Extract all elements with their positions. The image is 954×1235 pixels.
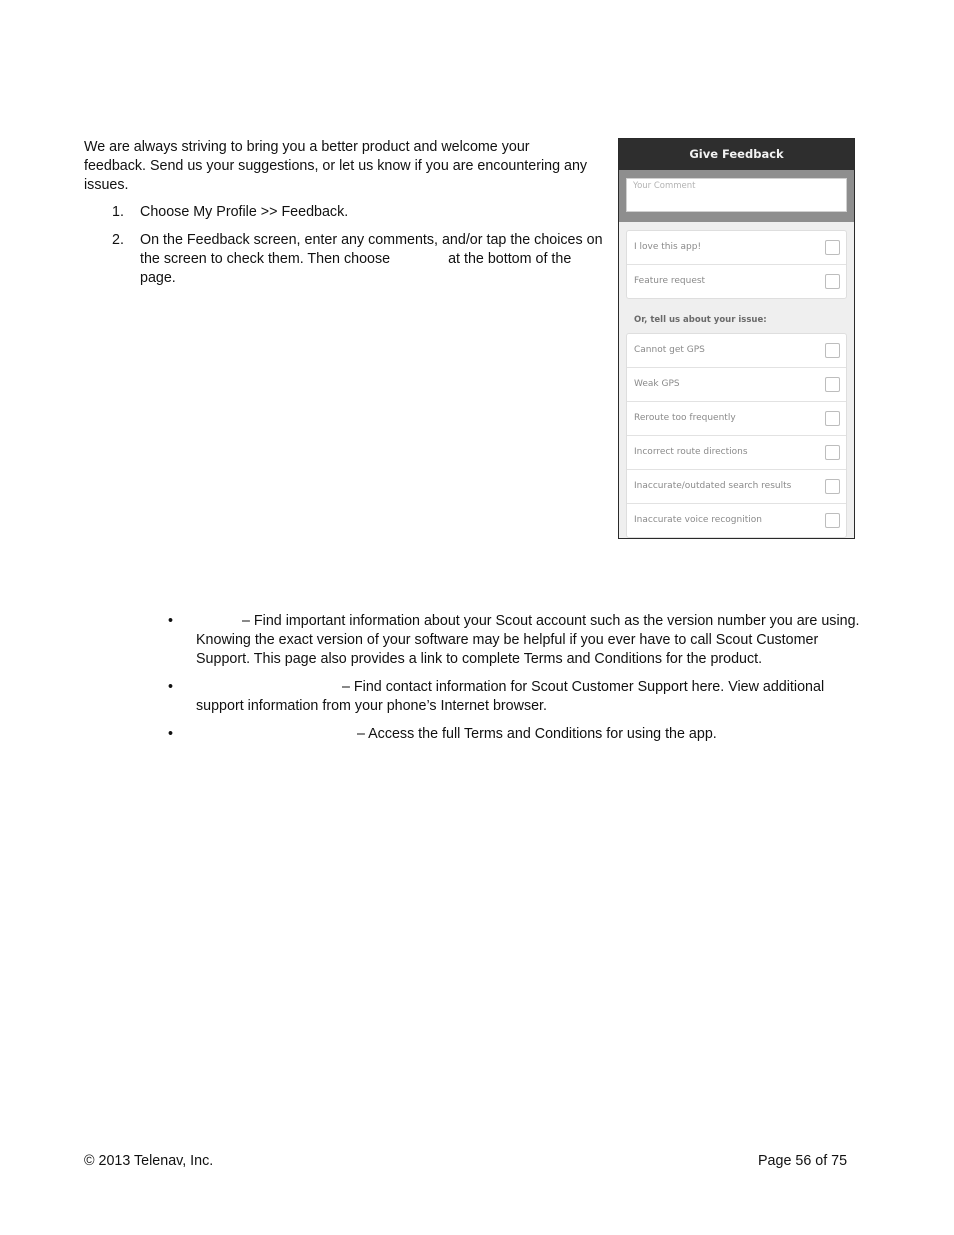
checkbox-icon[interactable]: [825, 274, 840, 289]
option-label: Feature request: [634, 276, 706, 286]
issue-option[interactable]: [627, 470, 846, 504]
checkbox-icon[interactable]: [825, 240, 840, 255]
step-text-a: On the Feedback screen, enter any comments, and/or tap the choices on the screen to check them. Then choose: [140, 232, 603, 267]
checkbox-icon[interactable]: [825, 513, 840, 528]
bullet-icon: •: [168, 679, 174, 695]
option-label: Inaccurate voice recognition: [634, 515, 762, 525]
intro-paragraph: We are always striving to bring you a better product and welcome your feedback. Send us your suggestions, or let us know if you are encountering any issues.: [84, 139, 588, 193]
phone-title: Give Feedback: [619, 139, 854, 170]
checkbox-icon[interactable]: [825, 343, 840, 358]
step-text: Choose My Profile >> Feedback.: [140, 204, 349, 220]
feedback-screenshot: [618, 138, 855, 539]
list-item: [164, 725, 864, 744]
feedback-group: [626, 230, 847, 299]
list-item: [164, 612, 864, 669]
issue-option[interactable]: [627, 504, 846, 537]
bullet-icon: •: [168, 726, 174, 742]
footer-page-number: Page 56 of 75: [758, 1153, 848, 1169]
comment-area: [619, 170, 854, 222]
issue-section-label: Or, tell us about your issue:: [634, 315, 767, 325]
step-number: 1.: [112, 204, 124, 220]
option-label: I love this app!: [634, 242, 702, 252]
bullet-list: [164, 612, 864, 753]
bullet-icon: •: [168, 613, 174, 629]
step-number: 2.: [112, 232, 124, 248]
option-label: Inaccurate/outdated search results: [634, 481, 792, 491]
steps-list: [84, 203, 604, 297]
bullet-text: – Find contact information for Scout Customer Support here. View additional support information from your phone’s Internet browser.: [196, 679, 825, 714]
bullet-text: – Find important information about your Scout account such as the version number you are using. Knowing the exact version of your software may be helpful if you ever have to call Scout Customer Support. This page also provides a link to complete Terms and Conditions for the product.: [196, 613, 860, 667]
checkbox-icon[interactable]: [825, 445, 840, 460]
issue-option[interactable]: [627, 436, 846, 470]
issue-option[interactable]: [627, 334, 846, 368]
option-label: Incorrect route directions: [634, 447, 748, 457]
bullet-text: – Access the full Terms and Conditions for using the app.: [357, 726, 717, 742]
list-item: [84, 203, 604, 222]
issues-group: [626, 333, 847, 538]
issue-option[interactable]: [627, 368, 846, 402]
option-label: Weak GPS: [634, 379, 680, 389]
issue-option[interactable]: [627, 402, 846, 436]
option-label: Reroute too frequently: [634, 413, 736, 423]
list-item: [164, 678, 864, 716]
option-label: Cannot get GPS: [634, 345, 705, 355]
step-text-b: at the bottom of the page.: [140, 251, 572, 286]
comment-field[interactable]: Your Comment: [626, 178, 847, 212]
checkbox-icon[interactable]: [825, 479, 840, 494]
footer-copyright: © 2013 Telenav, Inc.: [84, 1153, 214, 1169]
checkbox-icon[interactable]: [825, 377, 840, 392]
checkbox-icon[interactable]: [825, 411, 840, 426]
feedback-option-feature[interactable]: [627, 265, 846, 298]
feedback-option-love[interactable]: [627, 231, 846, 265]
list-item: [84, 231, 604, 288]
